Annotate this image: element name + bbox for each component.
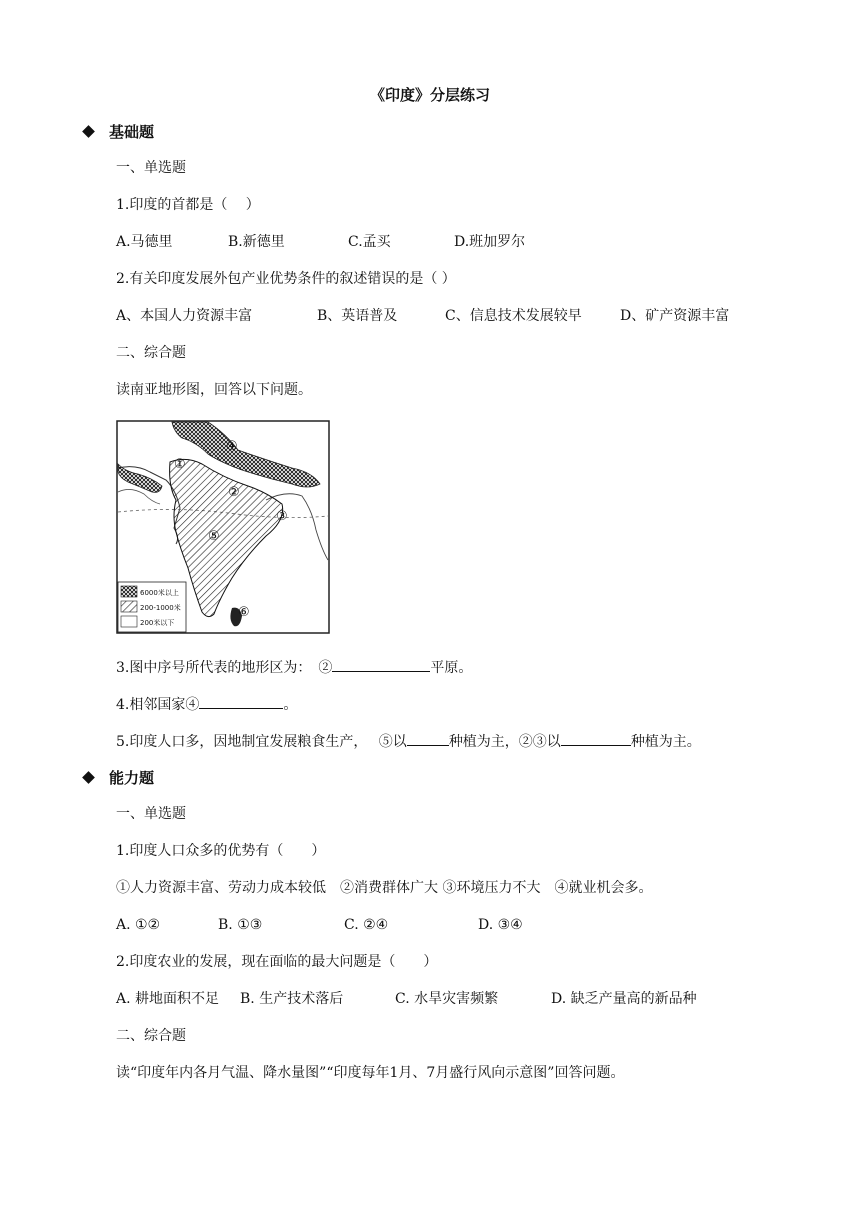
ability-comprehensive-heading: 二、综合题 [116, 1028, 186, 1044]
section-ability-label: 能力题 [109, 769, 155, 787]
ability-question-1-items: ①人力资源丰富、劳动力成本较低 ②消费群体广大 ③环境压力不大 ④就业机会多。 [116, 880, 653, 896]
question-3-suffix: 平原。 [430, 660, 473, 676]
question-1-stem: 1.印度的首都是（ ） [116, 197, 260, 213]
marker-6: ⑥ [238, 605, 250, 620]
ability-question-1-stem: 1.印度人口众多的优势有（ ） [116, 843, 326, 859]
answer-blank[interactable] [561, 731, 631, 746]
option-d: D. 缺乏产量高的新品种 [551, 991, 697, 1007]
final-instruction: 读“印度年内各月气温、降水量图”“印度每年1月、7月盛行风向示意图”回答问题。 [116, 1065, 625, 1081]
option-b: B. 生产技术落后 [240, 991, 344, 1007]
option-d: D、矿产资源丰富 [620, 308, 730, 324]
ability-single-heading: 一、单选题 [116, 806, 186, 822]
question-4 [116, 694, 297, 715]
question-4-prefix: 4.相邻国家④ [116, 697, 200, 713]
option-c: C. ②④ [344, 917, 389, 933]
question-1-options [116, 232, 525, 252]
marker-5: ⑤ [208, 529, 220, 544]
section-ability [84, 767, 154, 788]
question-2-options [116, 306, 729, 326]
option-c: C、信息技术发展较早 [445, 308, 582, 324]
marker-1: ① [174, 457, 186, 472]
question-5 [116, 731, 701, 752]
question-3-prefix: 3.图中序号所代表的地形区为： ② [116, 660, 333, 676]
question-3 [116, 657, 472, 678]
question-5-prefix: 5.印度人口多，因地制宜发展粮食生产， ⑤以 [116, 734, 407, 750]
legend-high: 6000米以上 [140, 589, 179, 597]
diamond-bullet-icon [82, 771, 95, 784]
page-title: 《印度》分层练习 [369, 86, 490, 104]
option-d: D.班加罗尔 [454, 234, 526, 250]
legend-low: 200米以下 [140, 619, 175, 627]
section-basic [84, 121, 154, 142]
question-2-stem: 2.有关印度发展外包产业优势条件的叙述错误的是（ ） [116, 271, 456, 287]
marker-3: ③ [276, 509, 288, 524]
question-5-suffix: 种植为主。 [630, 734, 701, 750]
map-legend [118, 582, 186, 632]
option-a: A. 耕地面积不足 [116, 991, 220, 1007]
option-b: B. ①③ [218, 917, 263, 933]
option-d: D. ③④ [478, 917, 523, 933]
option-c: C. 水旱灾害频繁 [395, 991, 499, 1007]
answer-blank[interactable] [332, 657, 430, 672]
option-a: A、本国人力资源丰富 [116, 308, 253, 324]
south-asia-terrain-map [116, 420, 330, 634]
answer-blank[interactable] [407, 731, 449, 746]
option-b: B.新德里 [228, 234, 285, 250]
option-a: A. ①② [116, 917, 161, 933]
option-b: B、英语普及 [317, 308, 398, 324]
legend-mid: 200-1000米 [140, 604, 181, 612]
ability-question-1-options [116, 915, 523, 935]
question-4-suffix: 。 [283, 697, 298, 713]
marker-2: ② [228, 485, 240, 500]
option-c: C.孟买 [348, 234, 391, 250]
basic-comprehensive-heading: 二、综合题 [116, 345, 186, 361]
marker-4: ④ [226, 439, 238, 454]
option-a: A.马德里 [116, 234, 173, 250]
basic-single-heading: 一、单选题 [116, 160, 186, 176]
diamond-bullet-icon [82, 125, 95, 138]
answer-blank[interactable] [199, 694, 283, 709]
ability-question-2-options [116, 989, 697, 1009]
map-instruction: 读南亚地形图，回答以下问题。 [116, 382, 312, 398]
question-5-mid: 种植为主，②③以 [448, 734, 561, 750]
ability-question-2-stem: 2.印度农业的发展，现在面临的最大问题是（ ） [116, 954, 438, 970]
section-basic-label: 基础题 [109, 123, 155, 141]
